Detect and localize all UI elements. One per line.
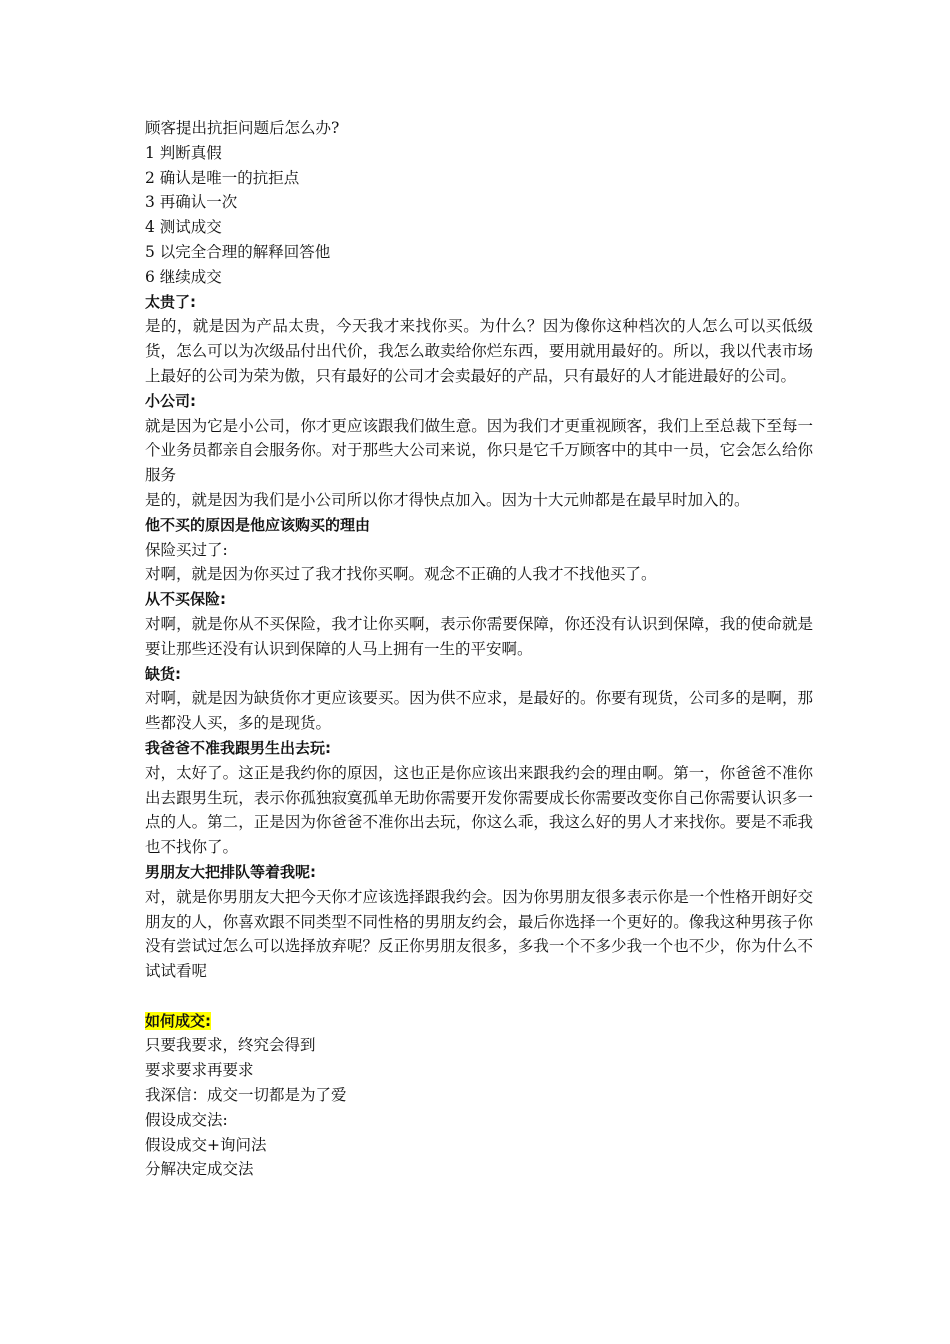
heading-small-company: 小公司: [145,391,196,410]
document-body [145,116,813,1182]
closing-line: 分解决定成交法 [145,1160,254,1179]
closing-line: 只要我要求，终究会得到 [145,1036,316,1055]
step-item: 1 判断真假 [145,143,222,162]
closing-line: 要求要求再要求 [145,1061,254,1080]
heading-dad: 我爸爸不准我跟男生出去玩: [145,738,331,757]
closing-line: 我深信：成交一切都是为了爱 [145,1086,347,1105]
paragraph-boyfriends: 对，就是你男朋友大把今天你才应该选择跟我约会。因为你男朋友很多表示你是一个性格开朗好交朋友的人，你喜欢跟不同类型不同性格的男朋友约会，最后你选择一个更好的。像我这种男孩子你没有尝试过怎么可以选择放弃呢？反正你男朋友很多，多我一个不多少我一个也不少，你为什么不试试看呢 [145,887,813,981]
blank-line [145,984,813,1009]
step-item: 5 以完全合理的解释回答他 [145,242,331,261]
step-item: 6 继续成交 [145,267,222,286]
paragraph-never-bought: 对啊，就是你从不买保险，我才让你买啊，表示你需要保障，你还没有认识到保障，我的使命就是要让那些还没有认识到保障的人马上拥有一生的平安啊。 [145,614,813,658]
heading-boyfriends: 男朋友大把排队等着我呢: [145,862,316,881]
heading-reason: 他不买的原因是他应该购买的理由 [145,515,371,534]
closing-line: 假设成交法: [145,1110,228,1129]
step-item: 2 确认是唯一的抗拒点 [145,168,300,187]
paragraph-out-of-stock: 对啊，就是因为缺货你才更应该要买。因为供不应求，是最好的。你要有现货，公司多的是啊，那些都没人买，多的是现货。 [145,689,813,733]
closing-line: 假设成交+询问法 [145,1135,267,1154]
paragraph-small-company-2: 是的，就是因为我们是小公司所以你才得快点加入。因为十大元帅都是在最早时加入的。 [145,490,750,509]
step-item: 4 测试成交 [145,218,222,237]
heading-out-of-stock: 缺货: [145,664,181,683]
paragraph-insurance-bought: 对啊，就是因为你买过了我才找你买啊。观念不正确的人我才不找他买了。 [145,565,657,584]
paragraph-expensive: 是的，就是因为产品太贵，今天我才来找你买。为什么？因为像你这种档次的人怎么可以买低级货，怎么可以为次级品付出代价，我怎么敢卖给你烂东西，要用就用最好的。所以，我以代表市场上最好的公司为荣为傲，只有最好的公司才会卖最好的产品，只有最好的人才能进最好的公司。 [145,317,813,385]
heading-closing: 如何成交: [145,1011,211,1030]
step-item: 3 再确认一次 [145,193,238,212]
intro-question: 顾客提出抗拒问题后怎么办? [145,119,340,137]
heading-closing-wrap [145,1009,813,1034]
heading-never-bought: 从不买保险: [145,590,226,609]
paragraph-small-company: 就是因为它是小公司，你才更应该跟我们做生意。因为我们才更重视顾客，我们上至总裁下至每一个业务员都亲自会服务你。对于那些大公司来说，你只是它千万顾客中的其中一员，它会怎么给你服务 [145,416,813,485]
subheading-insurance-bought: 保险买过了: [145,540,228,559]
heading-expensive: 太贵了: [145,292,196,311]
paragraph-dad: 对，太好了。这正是我约你的原因，这也正是你应该出来跟我约会的理由啊。第一，你爸爸不准你出去跟男生玩，表示你孤独寂寞孤单无助你需要开发你需要成长你需要改变你自己你需要认识多一点的人。第二，正是因为你爸爸不准你出去玩，你这么乖，我这么好的男人才来找你。要是不乖我也不找你了。 [145,763,813,857]
